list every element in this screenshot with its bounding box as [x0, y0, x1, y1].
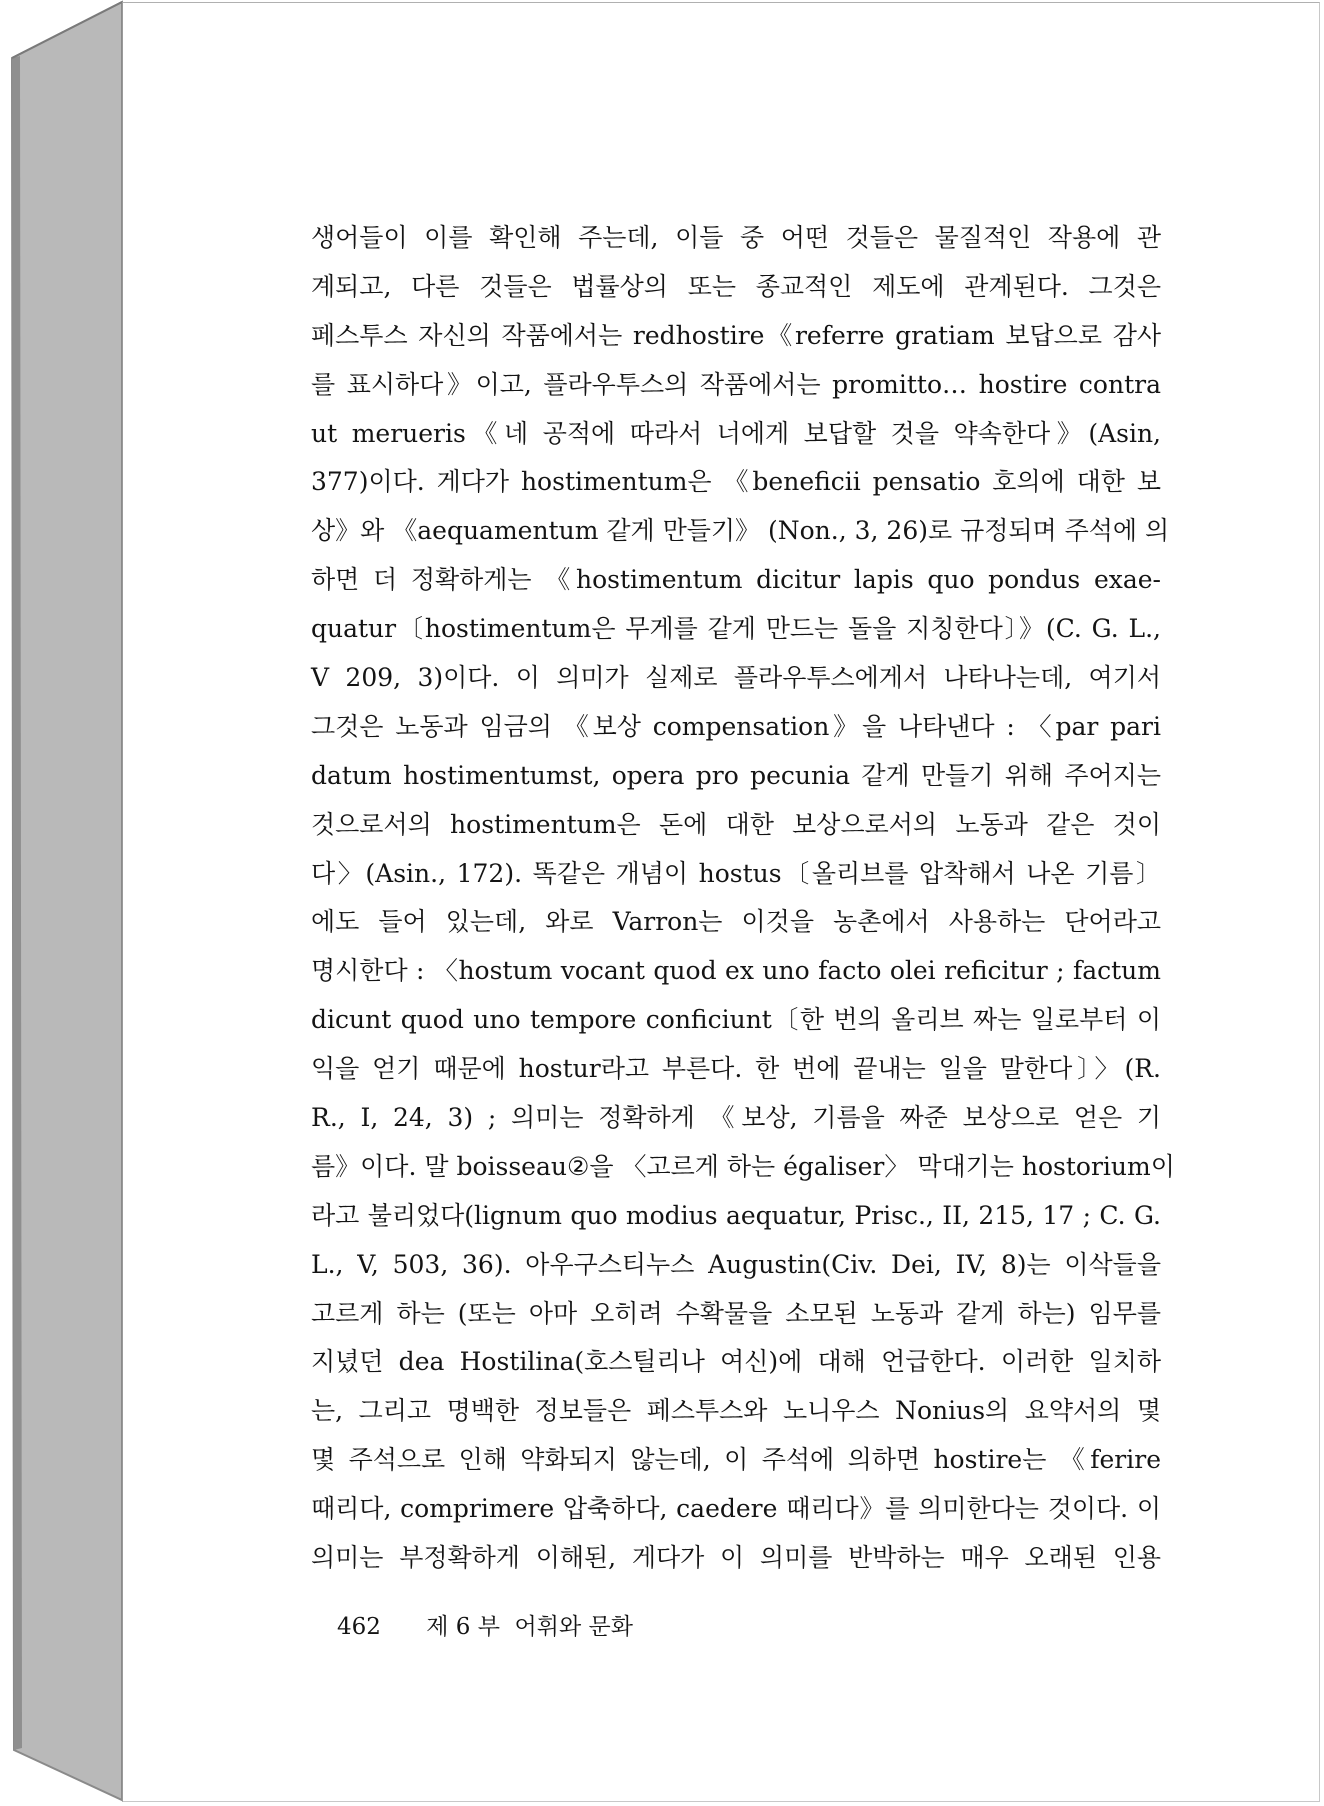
text-line: V 209, 3)이다. 이 의미가 실제로 플라우투스에게서 나타나는데, 여기서: [311, 663, 1161, 693]
text-line: quatur〔hostimentum은 무게를 같게 만드는 돌을 지칭한다〕》(C. G. L.,: [311, 614, 1161, 644]
text-line: 는, 그리고 명백한 정보들은 페스투스와 노니우스 Nonius의 요약서의 몇: [311, 1396, 1161, 1426]
text-line: 생어들이 이를 확인해 주는데, 이들 중 어떤 것들은 물질적인 작용에 관: [311, 223, 1161, 252]
text-line: datum hostimentumst, opera pro pecunia 같게 만들기 위해 주어지는: [311, 760, 1161, 790]
text-line: 377)이다. 게다가 hostimentum은 《beneficii pensatio 호의에 대한 보: [311, 467, 1161, 497]
text-line: 름》이다. 말 boisseau②을 〈고르게 하는 égaliser〉 막대기는 hostorium이: [311, 1151, 1175, 1181]
text-line: 고르게 하는 (또는 아마 오히려 수확물을 소모된 노동과 같게 하는) 임무를: [311, 1298, 1161, 1328]
spine-left-face: [12, 2, 122, 1800]
text-line: 상》와 《aequamentum 같게 만들기》 (Non., 3, 26)로 규정되며 주석에 의: [311, 516, 1170, 546]
text-line: 페스투스 자신의 작품에서는 redhostire《referre gratiam 보답으로 감사: [311, 320, 1161, 350]
page-number: 462: [337, 1614, 381, 1640]
text-line: 그것은 노동과 임금의 《보상 compensation》을 나타낸다 : 〈par pari: [311, 711, 1161, 741]
text-line: dicunt quod uno tempore conficiunt〔한 번의 올리브 짜는 일로부터 이: [311, 1005, 1161, 1035]
text-line: 하면 더 정확하게는 《hostimentum dicitur lapis quo pondus exae-: [311, 565, 1161, 595]
text-line: 를 표시하다》이고, 플라우투스의 작품에서는 promitto… hostire contra: [311, 369, 1161, 399]
text-line: 다〉(Asin., 172). 똑같은 개념이 hostus〔올리브를 압착해서 나온 기름〕: [311, 858, 1161, 888]
section-title: 제 6 부 어휘와 문화: [426, 1614, 633, 1640]
body-text: [311, 214, 1175, 1583]
text-line: ut merueris《네 공적에 따라서 너에게 보답할 것을 약속한다》(Asin,: [311, 418, 1161, 448]
text-line: 지녔던 dea Hostilina(호스틸리나 여신)에 대해 언급한다. 이러한 일치하: [311, 1347, 1161, 1377]
text-line: 라고 불리었다(lignum quo modius aequatur, Prisc., II, 215, 17 ; C. G.: [311, 1200, 1161, 1230]
text-line: 몇 주석으로 인해 약화되지 않는데, 이 주석에 의하면 hostire는 《ferire: [311, 1445, 1161, 1475]
text-line: R., I, 24, 3) ; 의미는 정확하게 《보상, 기름을 짜준 보상으로 얻은 기: [311, 1103, 1161, 1133]
text-line: 계되고, 다른 것들은 법률상의 또는 종교적인 제도에 관계된다. 그것은: [311, 271, 1161, 301]
page-footer: [337, 1608, 633, 1641]
text-line: 의미는 부정확하게 이해된, 게다가 이 의미를 반박하는 매우 오래된 인용: [311, 1543, 1161, 1573]
text-line: L., V, 503, 36). 아우구스티누스 Augustin(Civ. Dei, IV, 8)는 이삭들을: [311, 1249, 1161, 1279]
text-line: 익을 얻기 때문에 hostur라고 부른다. 한 번에 끝내는 일을 말한다〕〉(R.: [311, 1054, 1161, 1084]
text-line: 것으로서의 hostimentum은 돈에 대한 보상으로서의 노동과 같은 것이: [311, 809, 1161, 839]
text-line: 때리다, comprimere 압축하다, caedere 때리다》를 의미한다는 것이다. 이: [311, 1494, 1161, 1524]
text-line: 명시한다 : 〈hostum vocant quod ex uno facto olei reficitur ; factum: [311, 956, 1161, 986]
text-line: 에도 들어 있는데, 와로 Varron는 이것을 농촌에서 사용하는 단어라고: [311, 907, 1161, 937]
